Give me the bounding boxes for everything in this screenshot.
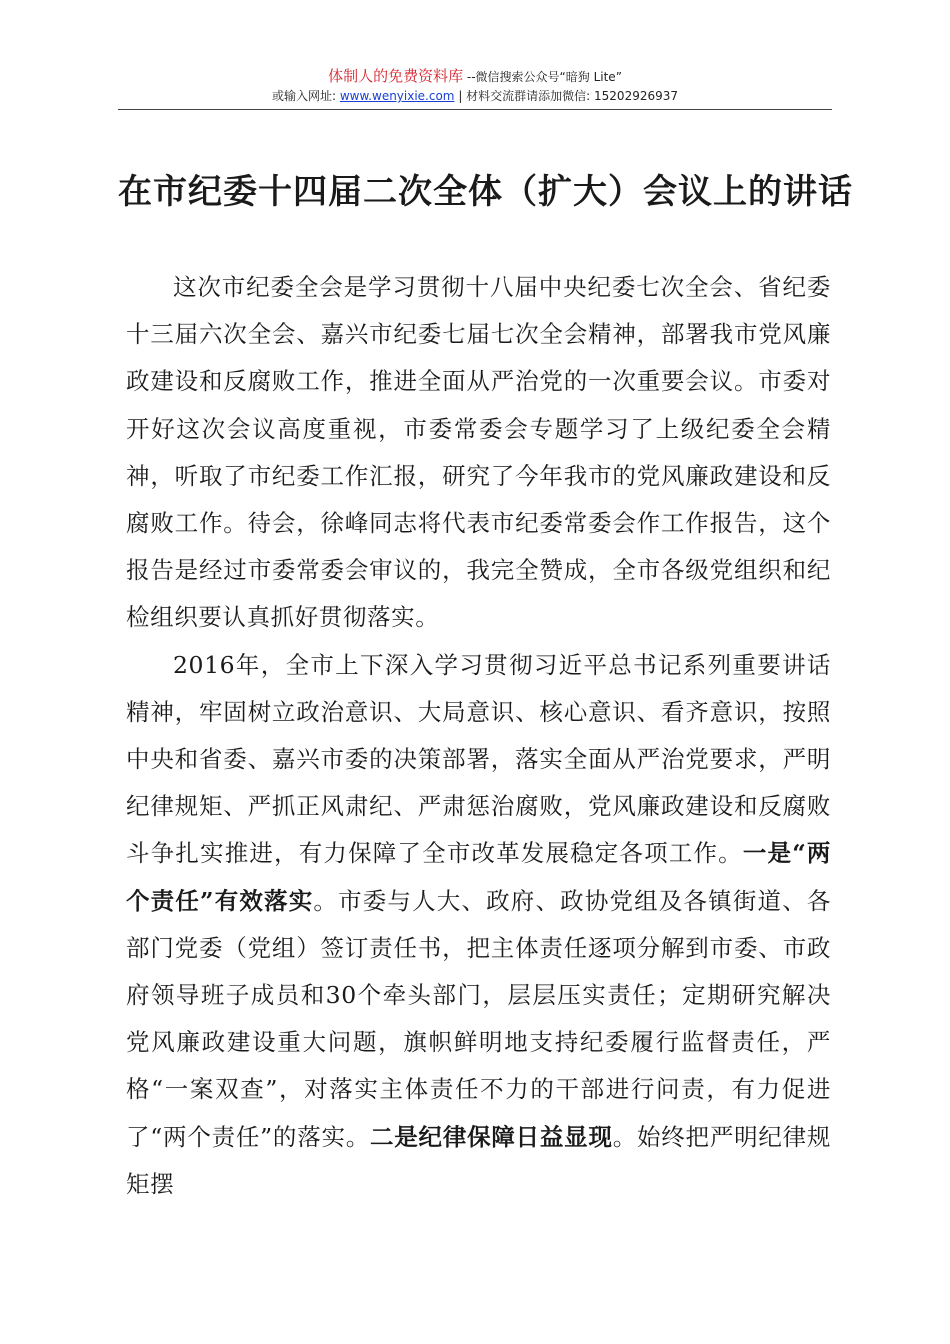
- highlight-point-1: 一是“两个责任”有效落实: [126, 839, 831, 915]
- paragraph-2-text-a: 2016年，全市上下深入学习贯彻习近平总书记系列重要讲话精神，牢固树立政治意识、大局意识、核心意识、看齐意识，按照中央和省委、嘉兴市委的决策部署，落实全面从严治党要求，严明纪律规矩、严抓正风肃纪、严肃惩治腐败，党风廉政建设和反腐败斗争扎实推进，有力保障了全市改革发展稳定各项工作。: [126, 650, 831, 868]
- paragraph-2: [126, 642, 831, 1208]
- paragraph-2-text-d: 。始终把严明纪律规矩摆: [126, 1122, 832, 1198]
- header-tagline: --微信搜索公众号“暗狗 Lite”: [463, 70, 622, 84]
- header-line-1: [118, 66, 832, 87]
- page-header: [118, 66, 832, 105]
- header-line-2: [118, 87, 832, 105]
- brand-name: 体制人的免费资料库: [328, 67, 464, 85]
- website-link[interactable]: www.wenyixie.com: [339, 89, 455, 103]
- url-prefix: 或输入网址:: [271, 89, 340, 103]
- document-body: [126, 264, 831, 1208]
- contact-info: | 材料交流群请添加微信: 15202926937: [454, 89, 679, 103]
- document-title: 在市纪委十四届二次全体（扩大）会议上的讲话: [118, 172, 853, 212]
- paragraph-2-text-c: 。市委与人大、政府、政协党组及各镇街道、各部门党委（党组）签订责任书，把主体责任逐项分解到市委、市政府领导班子成员和30个牵头部门，层层压实责任；定期研究解决党风廉政建设重大问题，旗帜鲜明地支持纪委履行监督责任，严格“一案双查”，对落实主体责任不力的干部进行问责，有力促进了“两个责任”的落实。: [126, 886, 831, 1151]
- paragraph-1: 这次市纪委全会是学习贯彻十八届中央纪委七次全会、省纪委十三届六次全会、嘉兴市纪委七届七次全会精神，部署我市党风廉政建设和反腐败工作，推进全面从严治党的一次重要会议。市委对开好这次会议高度重视，市委常委会专题学习了上级纪委全会精神，听取了市纪委工作汇报，研究了今年我市的党风廉政建设和反腐败工作。待会，徐峰同志将代表市纪委常委会作工作报告，这个报告是经过市委常委会审议的，我完全赞成，全市各级党组织和纪检组织要认真抓好贯彻落实。: [126, 273, 831, 632]
- highlight-point-2: 二是纪律保障日益显现: [370, 1122, 613, 1151]
- header-divider: [118, 109, 832, 110]
